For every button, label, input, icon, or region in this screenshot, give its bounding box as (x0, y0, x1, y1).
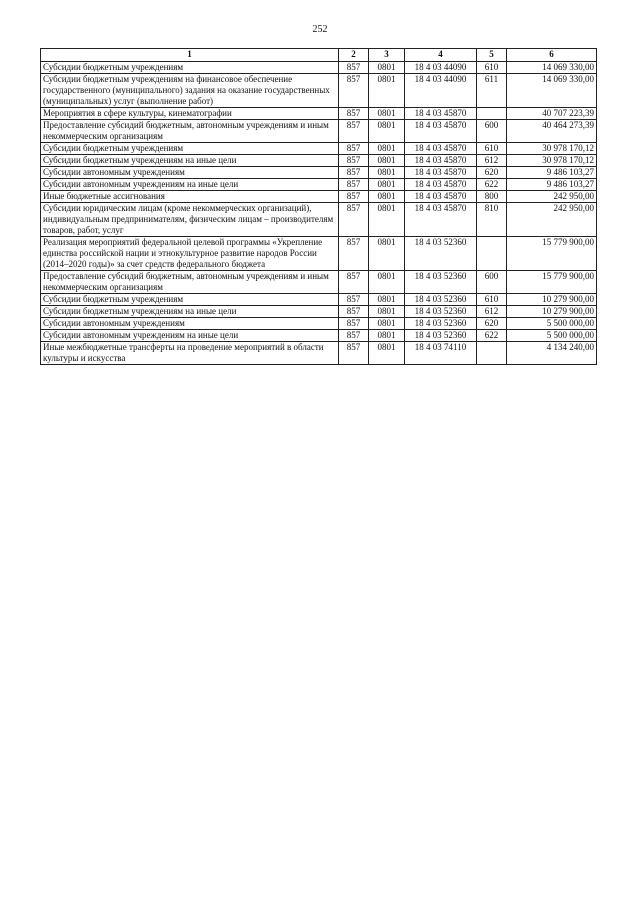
row-expense-type: 800 (477, 191, 507, 203)
header-col-4: 4 (405, 49, 477, 62)
table-row (41, 167, 597, 179)
table-row (41, 74, 597, 108)
row-expense-type: 810 (477, 203, 507, 237)
row-name: Субсидии бюджетным учреждениям (41, 62, 339, 74)
row-admin-code: 857 (339, 108, 369, 120)
row-target-code: 18 4 03 45870 (405, 191, 477, 203)
row-admin-code: 857 (339, 74, 369, 108)
header-col-1: 1 (41, 49, 339, 62)
table-row (41, 120, 597, 143)
row-name: Субсидии автономным учреждениям на иные цели (41, 179, 339, 191)
table-row (41, 342, 597, 365)
row-target-code: 18 4 03 52360 (405, 271, 477, 294)
row-target-code: 18 4 03 45870 (405, 143, 477, 155)
row-admin-code: 857 (339, 203, 369, 237)
table-row (41, 203, 597, 237)
row-expense-type: 600 (477, 271, 507, 294)
row-section-code: 0801 (369, 203, 405, 237)
row-section-code: 0801 (369, 306, 405, 318)
row-amount: 4 134 240,00 (507, 342, 597, 365)
row-name: Иные бюджетные ассигнования (41, 191, 339, 203)
row-amount: 14 069 330,00 (507, 62, 597, 74)
table-row (41, 330, 597, 342)
row-expense-type: 611 (477, 74, 507, 108)
row-amount: 15 779 900,00 (507, 271, 597, 294)
row-name: Субсидии автономным учреждениям на иные цели (41, 330, 339, 342)
row-amount: 30 978 170,12 (507, 143, 597, 155)
table-row (41, 143, 597, 155)
row-amount: 40 464 273,39 (507, 120, 597, 143)
row-amount: 5 500 000,00 (507, 330, 597, 342)
row-target-code: 18 4 03 44090 (405, 62, 477, 74)
row-expense-type (477, 108, 507, 120)
header-col-6: 6 (507, 49, 597, 62)
row-expense-type: 600 (477, 120, 507, 143)
row-expense-type: 610 (477, 294, 507, 306)
row-expense-type (477, 237, 507, 271)
table-row (41, 108, 597, 120)
header-col-5: 5 (477, 49, 507, 62)
row-amount: 10 279 900,00 (507, 294, 597, 306)
row-expense-type: 622 (477, 330, 507, 342)
row-target-code: 18 4 03 45870 (405, 179, 477, 191)
row-admin-code: 857 (339, 318, 369, 330)
row-admin-code: 857 (339, 237, 369, 271)
row-admin-code: 857 (339, 143, 369, 155)
row-name: Мероприятия в сфере культуры, кинематографии (41, 108, 339, 120)
row-expense-type: 612 (477, 306, 507, 318)
table-row (41, 237, 597, 271)
row-section-code: 0801 (369, 143, 405, 155)
row-section-code: 0801 (369, 294, 405, 306)
row-target-code: 18 4 03 45870 (405, 108, 477, 120)
row-amount: 9 486 103,27 (507, 179, 597, 191)
row-section-code: 0801 (369, 108, 405, 120)
row-admin-code: 857 (339, 155, 369, 167)
row-amount: 10 279 900,00 (507, 306, 597, 318)
row-target-code: 18 4 03 44090 (405, 74, 477, 108)
row-target-code: 18 4 03 45870 (405, 120, 477, 143)
row-name: Иные межбюджетные трансферты на проведение мероприятий в области культуры и искусства (41, 342, 339, 365)
row-expense-type: 620 (477, 318, 507, 330)
row-name: Предоставление субсидий бюджетным, автономным учреждениям и иным некоммерческим организациям (41, 271, 339, 294)
row-target-code: 18 4 03 52360 (405, 330, 477, 342)
row-target-code: 18 4 03 52360 (405, 294, 477, 306)
row-expense-type: 622 (477, 179, 507, 191)
header-row (41, 49, 597, 62)
table-row (41, 155, 597, 167)
row-amount: 30 978 170,12 (507, 155, 597, 167)
table-row (41, 306, 597, 318)
row-expense-type: 620 (477, 167, 507, 179)
row-name: Субсидии автономным учреждениям (41, 167, 339, 179)
table-row (41, 62, 597, 74)
row-name: Субсидии бюджетным учреждениям на финансовое обеспечение государственного (муниципального) задания на оказание государственных (муниципальных) услуг (выполнение работ) (41, 74, 339, 108)
row-target-code: 18 4 03 52360 (405, 237, 477, 271)
table-row (41, 294, 597, 306)
row-amount: 40 707 223,39 (507, 108, 597, 120)
row-section-code: 0801 (369, 330, 405, 342)
row-name: Субсидии бюджетным учреждениям на иные цели (41, 155, 339, 167)
row-admin-code: 857 (339, 330, 369, 342)
row-section-code: 0801 (369, 342, 405, 365)
row-amount: 9 486 103,27 (507, 167, 597, 179)
row-name: Субсидии автономным учреждениям (41, 318, 339, 330)
table-row (41, 179, 597, 191)
row-amount: 15 779 900,00 (507, 237, 597, 271)
row-target-code: 18 4 03 45870 (405, 203, 477, 237)
row-amount: 242 950,00 (507, 203, 597, 237)
page-number: 252 (312, 24, 328, 35)
row-expense-type: 610 (477, 143, 507, 155)
budget-table (40, 48, 597, 365)
row-expense-type: 610 (477, 62, 507, 74)
table-body (41, 62, 597, 365)
row-admin-code: 857 (339, 179, 369, 191)
table-row (41, 318, 597, 330)
row-amount: 242 950,00 (507, 191, 597, 203)
row-target-code: 18 4 03 45870 (405, 167, 477, 179)
header-col-3: 3 (369, 49, 405, 62)
row-section-code: 0801 (369, 318, 405, 330)
row-target-code: 18 4 03 74110 (405, 342, 477, 365)
row-section-code: 0801 (369, 155, 405, 167)
row-admin-code: 857 (339, 167, 369, 179)
table-row (41, 191, 597, 203)
row-section-code: 0801 (369, 191, 405, 203)
row-section-code: 0801 (369, 237, 405, 271)
row-amount: 14 069 330,00 (507, 74, 597, 108)
row-target-code: 18 4 03 45870 (405, 155, 477, 167)
row-admin-code: 857 (339, 191, 369, 203)
row-admin-code: 857 (339, 306, 369, 318)
row-section-code: 0801 (369, 74, 405, 108)
row-amount: 5 500 000,00 (507, 318, 597, 330)
header-col-2: 2 (339, 49, 369, 62)
row-name: Предоставление субсидий бюджетным, автономным учреждениям и иным некоммерческим организациям (41, 120, 339, 143)
row-target-code: 18 4 03 52360 (405, 306, 477, 318)
row-name: Субсидии юридическим лицам (кроме некоммерческих организаций), индивидуальным предпринимателям, физическим лицам – производителям товаров, работ, услуг (41, 203, 339, 237)
row-admin-code: 857 (339, 294, 369, 306)
row-name: Субсидии бюджетным учреждениям на иные цели (41, 306, 339, 318)
row-admin-code: 857 (339, 120, 369, 143)
row-name: Субсидии бюджетным учреждениям (41, 294, 339, 306)
table-row (41, 271, 597, 294)
row-section-code: 0801 (369, 167, 405, 179)
row-section-code: 0801 (369, 120, 405, 143)
row-expense-type: 612 (477, 155, 507, 167)
row-section-code: 0801 (369, 179, 405, 191)
row-name: Реализация мероприятий федеральной целевой программы «Укрепление единства российской нации и этнокультурное развитие народов России (2014–2020 годы)» за счет средств федерального бюджета (41, 237, 339, 271)
row-admin-code: 857 (339, 62, 369, 74)
row-admin-code: 857 (339, 342, 369, 365)
row-section-code: 0801 (369, 62, 405, 74)
row-name: Субсидии бюджетным учреждениям (41, 143, 339, 155)
row-expense-type (477, 342, 507, 365)
row-section-code: 0801 (369, 271, 405, 294)
row-admin-code: 857 (339, 271, 369, 294)
row-target-code: 18 4 03 52360 (405, 318, 477, 330)
